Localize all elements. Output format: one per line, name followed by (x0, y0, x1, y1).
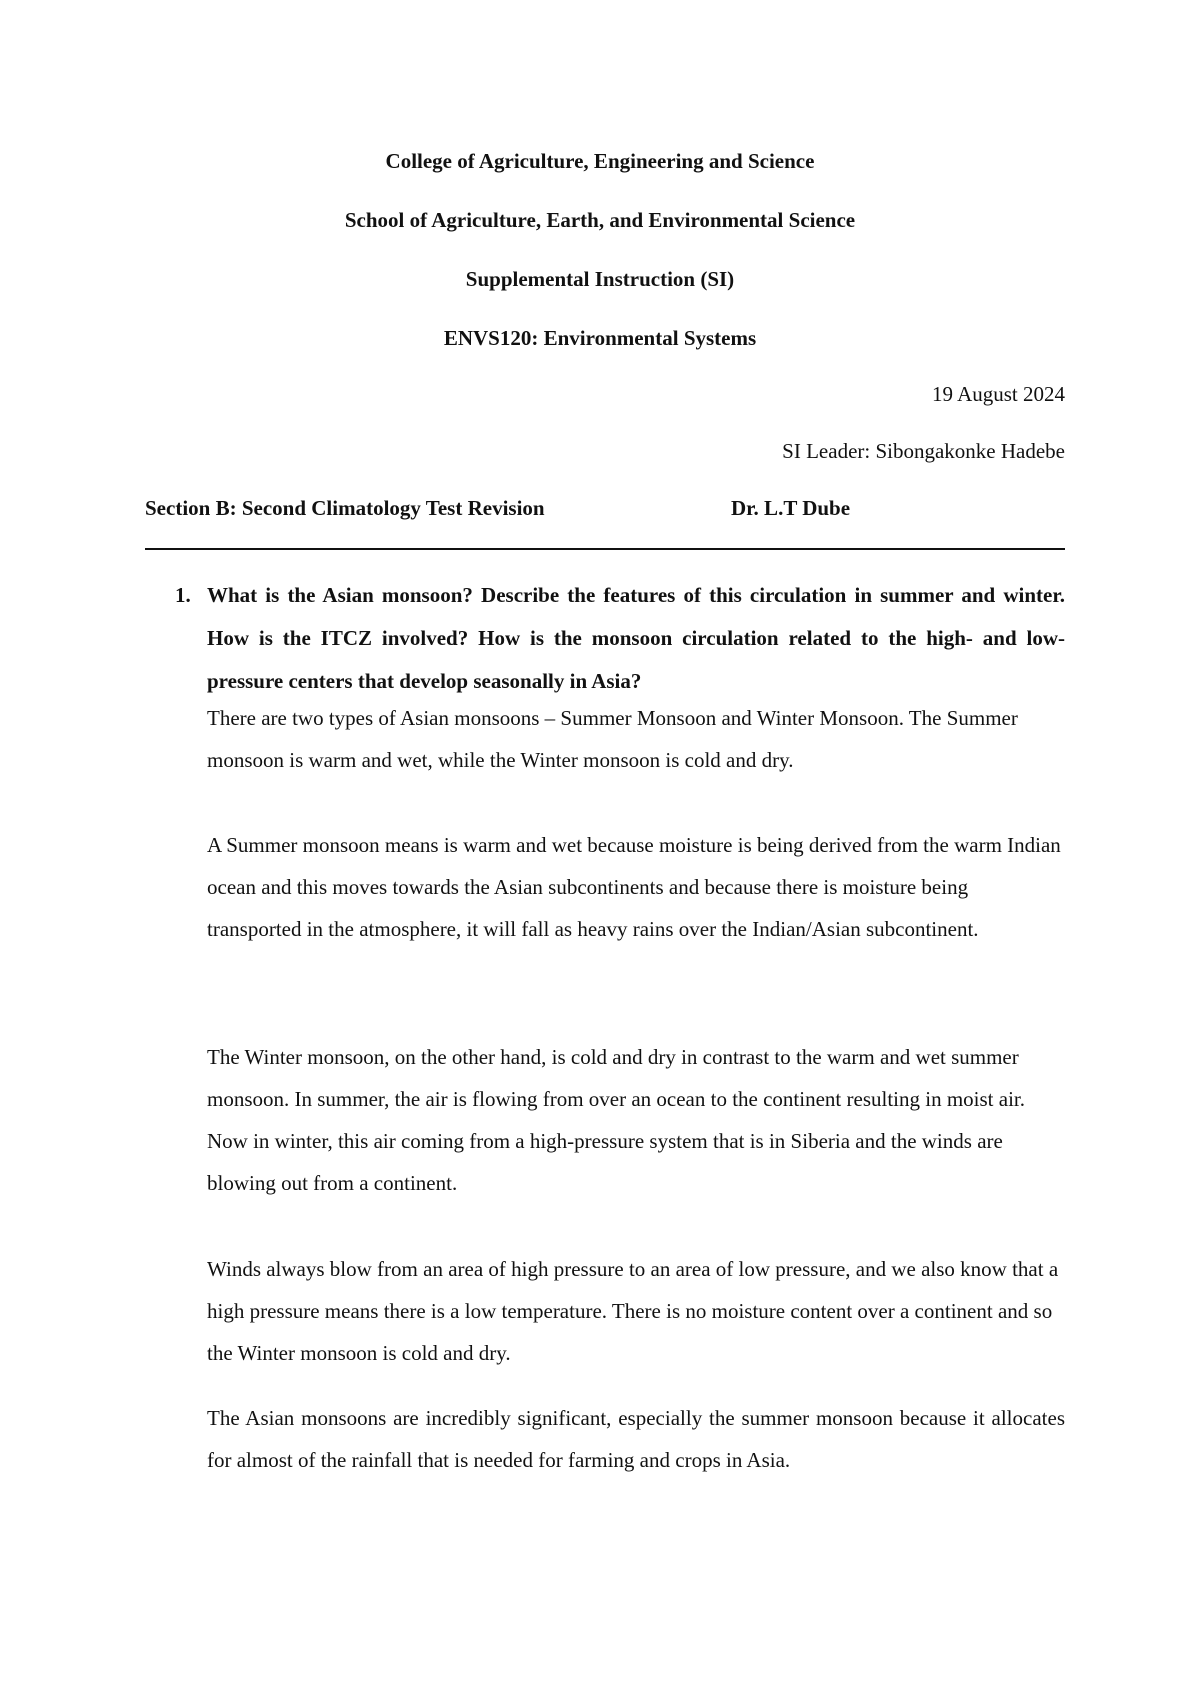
section-title: Section B: Second Climatology Test Revision (145, 496, 545, 520)
answer-paragraph-1: There are two types of Asian monsoons – Summer Monsoon and Winter Monsoon. The Summer monsoon is warm and wet, while the Winter monsoon is cold and dry. (207, 706, 1018, 772)
answer-paragraph-3: The Winter monsoon, on the other hand, is cold and dry in contrast to the warm and wet summer monsoon. In summer, the air is flowing from over an ocean to the continent resulting in moist air. Now in winter, this air coming from a high-pressure system that is in Siberia and the winds are blowing out from a continent. (207, 1045, 1025, 1195)
question-1 (175, 574, 1065, 703)
question-text: What is the Asian monsoon? Describe the features of this circulation in summer and winter. How is the ITCZ involved? How is the monsoon circulation related to the high- and low-pressure centers that develop seasonally in Asia? (207, 583, 1065, 693)
answer-paragraph-2: A Summer monsoon means is warm and wet because moisture is being derived from the warm Indian ocean and this moves towards the Asian subcontinents and because there is moisture being transported in the atmosphere, it will fall as heavy rains over the Indian/Asian subcontinent. (207, 833, 1061, 941)
answer-paragraph-4: Winds always blow from an area of high pressure to an area of low pressure, and we also know that a high pressure means there is a low temperature. There is no moisture content over a continent and so the Winter monsoon is cold and dry. (207, 1257, 1059, 1365)
si-leader-text: SI Leader: Sibongakonke Hadebe (782, 439, 1065, 463)
lecturer-name: Dr. L.T Dube (731, 496, 851, 520)
school-heading: School of Agriculture, Earth, and Environmental Science (344, 208, 856, 232)
answer-paragraph-5: The Asian monsoons are incredibly significant, especially the summer monsoon because it allocates for almost of the rainfall that is needed for farming and crops in Asia. (207, 1406, 1065, 1472)
college-heading: College of Agriculture, Engineering and Science (385, 149, 815, 173)
question-number: 1. (175, 583, 191, 607)
program-heading: Supplemental Instruction (SI) (465, 267, 735, 291)
date-text: 19 August 2024 (931, 382, 1065, 406)
horizontal-divider (145, 548, 1065, 550)
module-heading: ENVS120: Environmental Systems (443, 326, 757, 350)
